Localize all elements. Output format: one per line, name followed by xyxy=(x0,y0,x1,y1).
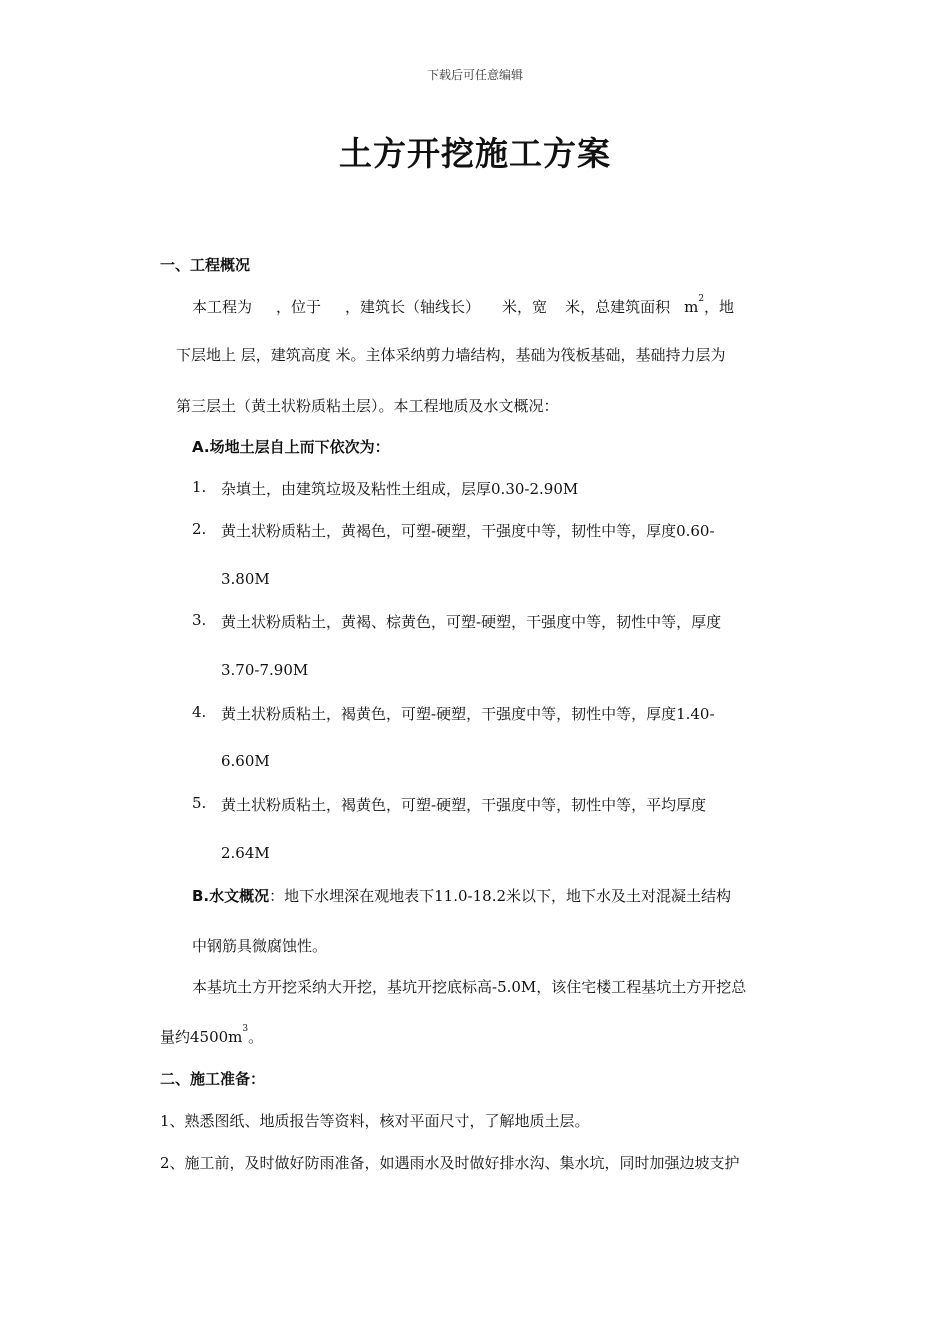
subsection-b-line-1: B.水文概况：地下水埋深在观地表下11.0-18.2米以下，地下水及土对混凝土结构 xyxy=(192,887,732,905)
preparation-item-1: 1、熟悉图纸、地质报告等资料，核对平面尺寸，了解地质土层。 xyxy=(160,1112,590,1130)
subsection-b-label: B.水文概况 xyxy=(192,887,270,905)
list-item-continuation: 3.70-7.90M xyxy=(221,661,309,679)
section-heading-overview: 一、工程概况 xyxy=(160,256,251,274)
list-item-continuation: 6.60M xyxy=(221,752,270,770)
preparation-item-2: 2、施工前，及时做好防雨准备，如遇雨水及时做好排水沟、集水坑，同时加强边坡支护 xyxy=(160,1154,740,1172)
list-item-number: 5. xyxy=(192,794,207,812)
list-item: 黄土状粉质粘土，黄褐、棕黄色，可塑-硬塑，干强度中等，韧性中等，厚度 xyxy=(221,613,722,631)
list-item-number: 4. xyxy=(192,703,207,721)
list-item: 黄土状粉质粘土，褐黄色，可塑-硬塑，干强度中等，韧性中等，平均厚度 xyxy=(221,796,707,814)
list-item-continuation: 2.64M xyxy=(221,844,270,862)
list-item: 黄土状粉质粘土，黄褐色，可塑-硬塑，干强度中等，韧性中等，厚度0.60- xyxy=(221,522,715,540)
document-title: 土方开挖施工方案 xyxy=(339,134,611,173)
excavation-line-2: 量约$4500m^3$。 xyxy=(160,1024,264,1046)
overview-line-1: 本工程为 ，位于 ，建筑长（轴线长） 米，宽 米，总建筑面积 $m^2$，地 xyxy=(192,294,735,316)
list-item: 杂填土，由建筑垃圾及粘性土组成，层厚0.30-2.90M xyxy=(221,480,579,498)
list-item-number: 1. xyxy=(192,478,207,496)
excavation-line-1: 本基坑土方开挖采纳大开挖，基坑开挖底标高-5.0M，该住宅楼工程基坑土方开挖总 xyxy=(192,978,747,996)
overview-line-2: 下层地上 层，建筑高度 米。主体采纳剪力墙结构，基础为筏板基础，基础持力层为 xyxy=(176,346,726,364)
list-item-continuation: 3.80M xyxy=(221,570,270,588)
list-item: 黄土状粉质粘土，褐黄色，可塑-硬塑，干强度中等，韧性中等，厚度1.40- xyxy=(221,705,715,723)
list-item-number: 3. xyxy=(192,611,207,629)
list-item-number: 2. xyxy=(192,520,207,538)
section-heading-preparation: 二、施工准备： xyxy=(160,1070,266,1088)
overview-line-3: 第三层土（黄土状粉质粘土层）。本工程地质及水文概况： xyxy=(176,397,559,415)
page-header: 下载后可任意编辑 xyxy=(426,68,523,82)
subsection-a-heading: A.场地土层自上而下依次为： xyxy=(192,438,390,456)
subsection-b-line-2: 中钢筋具微腐蚀性。 xyxy=(192,937,328,955)
